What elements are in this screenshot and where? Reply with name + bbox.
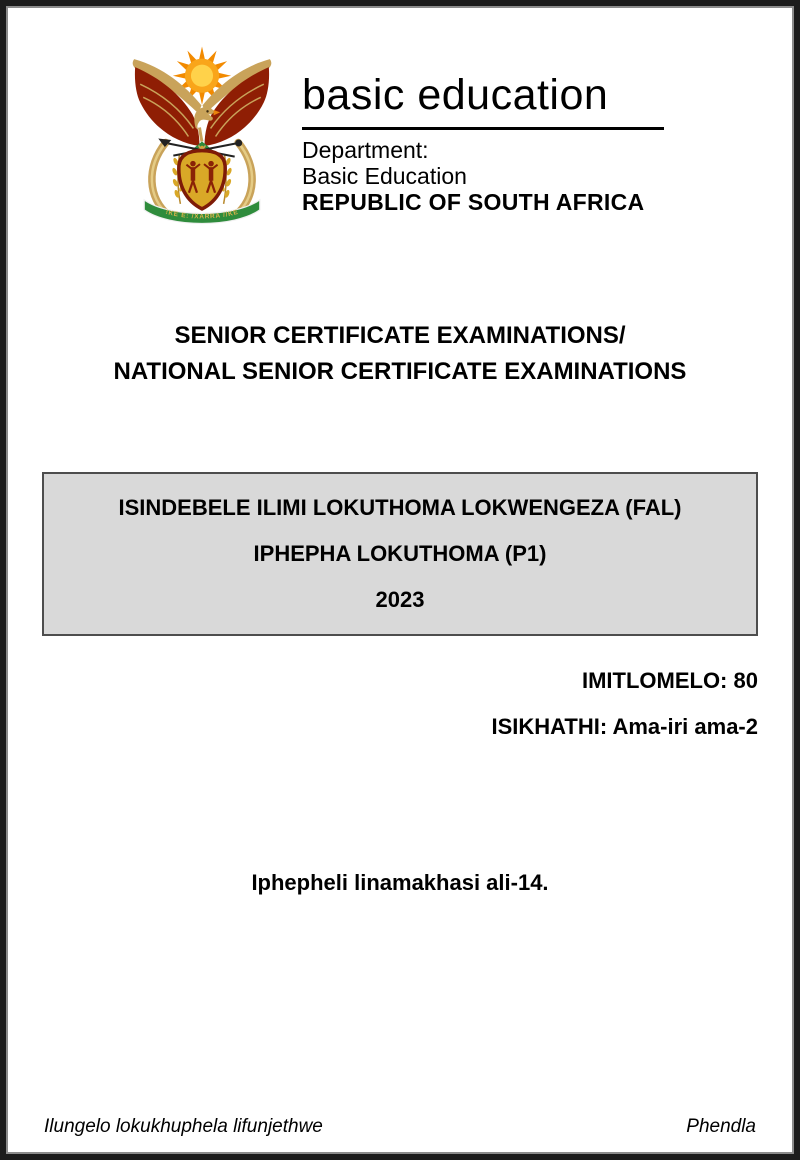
brand-wordmark — [302, 38, 664, 215]
motto-text: !KE E: /XARRA //KE — [164, 208, 240, 221]
brand-title: basic education — [302, 74, 664, 130]
heading-line-2: NATIONAL SENIOR CERTIFICATE EXAMINATIONS — [113, 358, 687, 385]
country-name: REPUBLIC OF SOUTH AFRICA — [302, 189, 645, 215]
page-inner — [6, 6, 794, 1154]
logo-header — [8, 8, 792, 234]
pages-note: Iphepheli linamakhasi ali-14. — [251, 870, 549, 895]
subject-title: ISINDEBELE ILIMI LOKUTHOMA LOKWENGEZA (FAL) — [118, 495, 682, 520]
paper-title: IPHEPHA LOKUTHOMA (P1) — [253, 541, 547, 566]
shield-icon — [179, 151, 225, 209]
subject-box — [42, 472, 758, 636]
main-heading — [8, 318, 792, 390]
marks-value: 80 — [733, 668, 758, 693]
footer-turn-over: Phendla — [686, 1116, 756, 1137]
marks-label: IMITLOMELO: — [581, 668, 728, 693]
footer-copyright: Ilungelo lokukhuphela lifunjethwe — [44, 1116, 323, 1137]
exam-info — [8, 668, 792, 740]
time-value: Ama-iri ama-2 — [612, 714, 758, 739]
department-label: Department: — [302, 137, 429, 163]
time-line — [8, 714, 758, 740]
sa-coat-of-arms-icon — [114, 38, 290, 234]
department-name: Basic Education — [302, 163, 467, 189]
time-label: ISIKHATHI: — [491, 714, 608, 739]
exam-year: 2023 — [375, 587, 425, 612]
page-footer — [44, 1116, 756, 1138]
heading-line-1: SENIOR CERTIFICATE EXAMINATIONS/ — [174, 322, 626, 349]
marks-line — [8, 668, 758, 694]
